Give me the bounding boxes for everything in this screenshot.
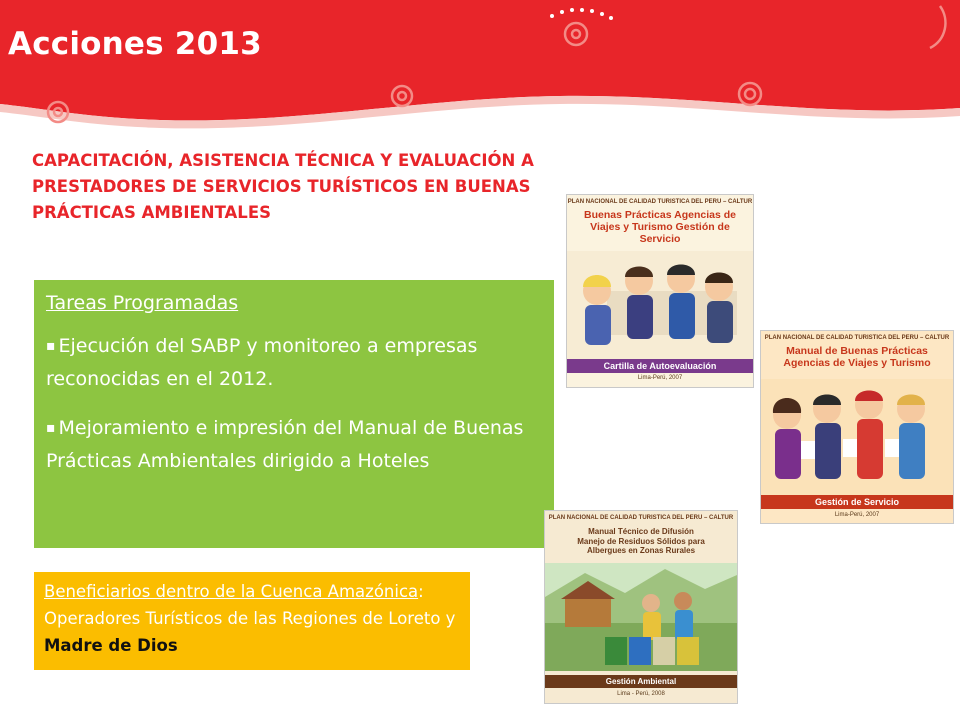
header-band [0,0,960,140]
subtitle-line-2: PRESTADORES DE SERVICIOS TURÍSTICOS EN BUENAS [32,177,531,196]
cover-2-illustration [761,379,953,495]
square-bullet-icon: ▪ [46,420,56,436]
tasks-heading: Tareas Programadas [46,292,239,314]
task-item-1-text: Ejecución del SABP y monitoreo a empresas reconocidas en el 2012. [46,335,478,390]
task-item-2-text: Mejoramiento e impresión del Manual de Buenas Prácticas Ambientales dirigido a Hoteles [46,417,524,472]
beneficiaries-text: : Operadores Turísticos de las Regiones de Loreto y [44,582,456,628]
task-item-1 [46,330,542,396]
cover-1-place: Lima-Perú, 2007 [637,375,683,381]
cover-2-title: Manual de Buenas Prácticas Agencias de Viajes y Turismo [783,345,931,370]
slide-title: Acciones 2013 [8,26,262,62]
cover-3-place: Lima - Perú, 2008 [617,691,665,697]
cover-3-title-line-1: Manual Técnico de Difusión [588,527,694,536]
cover-3-top-band: PLAN NACIONAL DE CALIDAD TURISTICA DEL PERU – CALTUR [548,515,734,521]
cover-1-title: Buenas Prácticas Agencias de Viajes y Turismo Gestión de Servicio [584,209,736,246]
cover-3-title-line-2: Manejo de Residuos Sólidos para Albergues en Zonas Rurales [577,537,705,556]
section-subtitle [32,148,592,226]
cover-2-bottom-label: Gestión de Servicio [761,495,953,509]
subtitle-line-1: CAPACITACIÓN, ASISTENCIA TÉCNICA Y EVALUACIÓN A [32,151,534,170]
beneficiaries-link[interactable]: Beneficiarios dentro de la Cuenca Amazónica [44,582,419,601]
tasks-list [46,330,542,478]
cover-2-place: Lima-Perú, 2007 [834,512,880,518]
cover-3-illustration [545,563,737,671]
task-item-2 [46,412,542,478]
cover-3-bottom-label: Gestión Ambiental [545,675,737,688]
tasks-box [34,280,554,548]
booklet-cover-1 [566,194,754,388]
subtitle-line-3: PRÁCTICAS AMBIENTALES [32,203,271,222]
header-wave-background [0,0,960,140]
cover-1-illustration [567,251,753,371]
booklet-cover-2 [760,330,954,524]
booklet-cover-3 [544,510,738,704]
cover-2-top-band: PLAN NACIONAL DE CALIDAD TURISTICA DEL PERU – CALTUR [764,335,950,341]
beneficiaries-highlight: Madre de Dios [44,636,178,655]
cover-1-bottom-label: Cartilla de Autoevaluación [567,359,753,373]
square-bullet-icon: ▪ [46,338,56,354]
beneficiaries-box [34,572,470,670]
cover-1-top-band: PLAN NACIONAL DE CALIDAD TURISTICA DEL PERU – CALTUR [567,199,753,205]
